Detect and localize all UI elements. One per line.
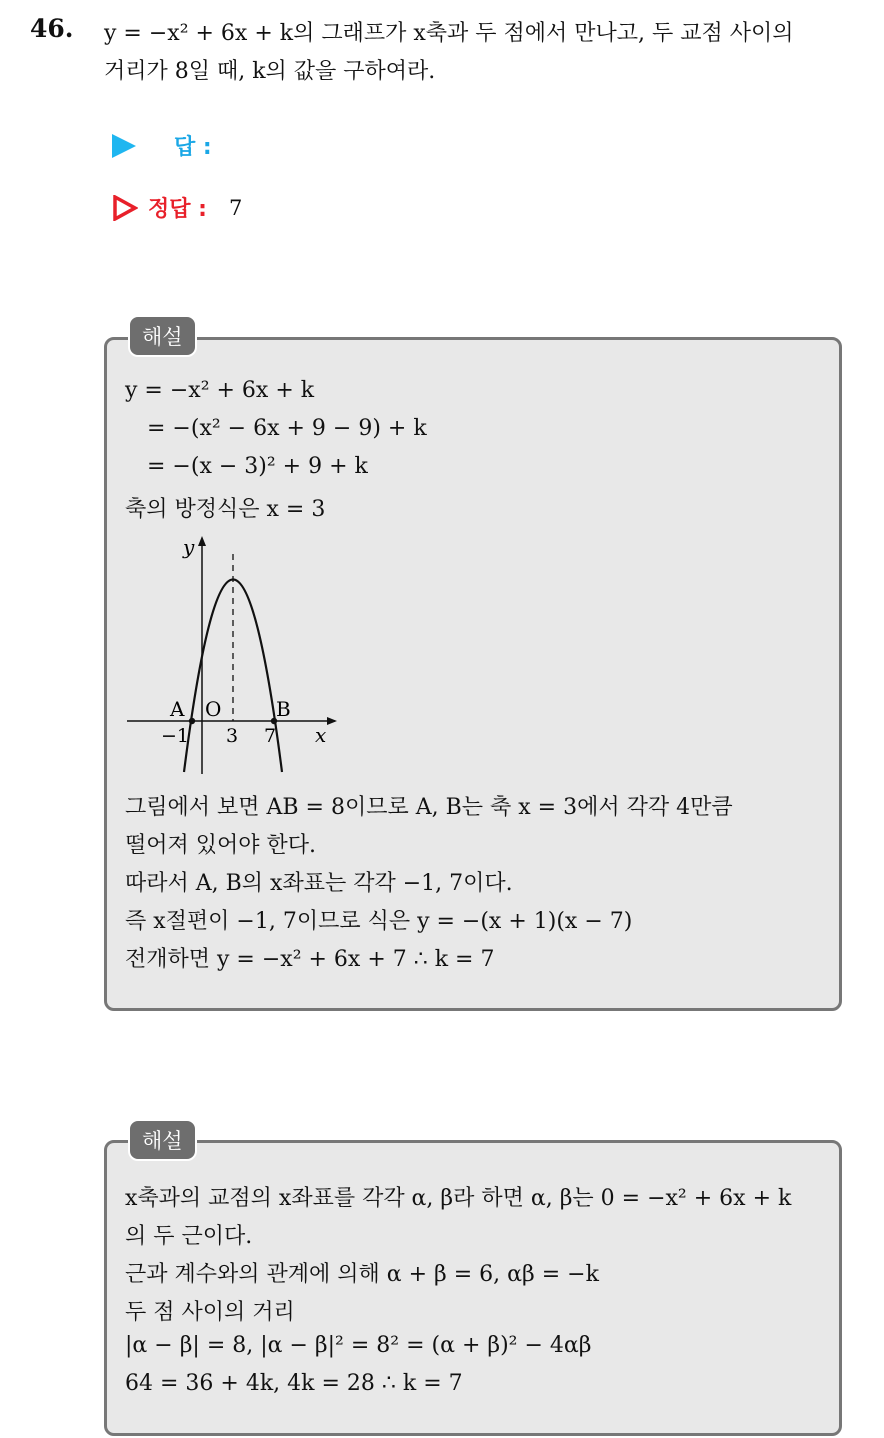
solution-box-2 — [104, 1140, 842, 1436]
play-triangle-icon — [112, 134, 136, 158]
outline-triangle-icon — [112, 195, 138, 221]
solution1-text: 즉 x절편이 −1, 7이므로 식은 y = −(x + 1)(x − 7) — [125, 909, 633, 934]
solution2-line: 두 점 사이의 거리 — [125, 1300, 295, 1325]
solution-tag-2: 해설 — [128, 1119, 197, 1161]
point-a — [189, 718, 195, 724]
question-text-line2: 거리가 8일 때, k의 값을 구하여라. — [104, 59, 436, 84]
solution2-line: x축과의 교점의 x좌표를 각각 α, β라 하면 α, β는 0 = −x² + 6x + k — [125, 1186, 792, 1211]
solution1-text: 그림에서 보면 AB = 8이므로 A, B는 축 x = 3에서 각각 4만큼 — [125, 795, 733, 820]
question-text-line1: y = −x² + 6x + k의 그래프가 x축과 두 점에서 만나고, 두 교점 사이의 — [104, 21, 794, 46]
origin-label: O — [205, 697, 222, 721]
y-axis-label: y — [183, 535, 195, 559]
solution1-text: 떨어져 있어야 한다. — [125, 833, 316, 858]
tick-label-7: 7 — [264, 725, 277, 747]
solution1-text: 따라서 A, B의 x좌표는 각각 −1, 7이다. — [125, 871, 513, 896]
solution1-line: = −(x² − 6x + 9 − 9) + k — [147, 416, 427, 441]
solution2-line: 64 = 36 + 4k, 4k = 28 ∴ k = 7 — [125, 1371, 463, 1396]
solution1-line: = −(x − 3)² + 9 + k — [147, 454, 368, 479]
solution-box-1 — [104, 337, 842, 1011]
solution2-line: 의 두 근이다. — [125, 1224, 253, 1249]
correct-answer-value: 7 — [228, 195, 243, 220]
solution-tag-1: 해설 — [128, 315, 197, 357]
correct-answer-label: 정답 : — [148, 197, 207, 222]
answer-row — [112, 130, 212, 161]
answer-label: 답 : — [174, 135, 212, 160]
solution2-line: 근과 계수와의 관계에 의해 α + β = 6, αβ = −k — [125, 1262, 599, 1287]
correct-answer-row — [112, 192, 242, 223]
x-axis-arrow-icon — [327, 717, 337, 725]
x-axis-label: x — [315, 723, 327, 747]
solution2-line: |α − β| = 8, |α − β|² = 8² = (α + β)² − 4αβ — [125, 1333, 592, 1358]
parabola-graph — [123, 532, 343, 782]
solution1-text: 전개하면 y = −x² + 6x + 7 ∴ k = 7 — [125, 947, 495, 972]
point-a-label: A — [170, 697, 185, 721]
point-b-label: B — [276, 697, 291, 721]
tick-label-3: 3 — [226, 725, 239, 747]
y-axis-arrow-icon — [198, 536, 206, 546]
solution1-line: y = −x² + 6x + k — [125, 378, 315, 403]
tick-label-neg1: −1 — [161, 725, 190, 747]
solution1-line: 축의 방정식은 x = 3 — [125, 497, 326, 522]
question-number: 46. — [30, 14, 74, 43]
